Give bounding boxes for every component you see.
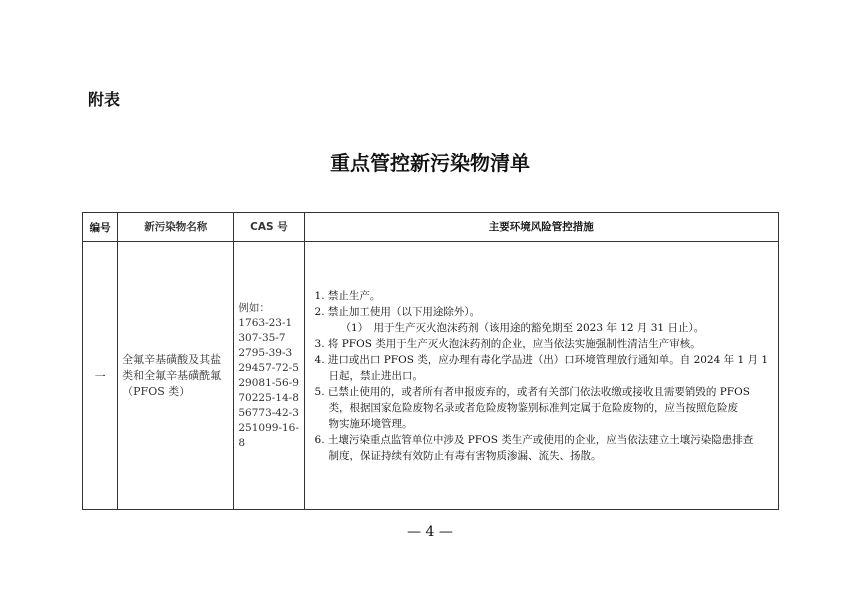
cas-item: 例如： xyxy=(238,301,270,314)
cas-item: 56773-42-3 xyxy=(238,406,299,419)
page-number: — 4 — xyxy=(407,524,453,540)
cas-item: 251099-16-8 xyxy=(238,421,299,449)
cas-item: 29457-72-5 xyxy=(238,361,299,374)
cas-item: 29081-56-9 xyxy=(238,376,299,389)
appendix-label: 附表 xyxy=(88,90,121,109)
measure-4-cont: 日起，禁止进出口。 xyxy=(328,369,424,382)
measure-5: 5. 已禁止使用的，或者所有者申报废弃的，或者有关部门依法收缴或接收且需要销毁的 PFOS xyxy=(314,385,750,398)
measure-6: 6. 土壤污染重点监管单位中涉及 PFOS 类生产或使用的企业，应当依法建立土壤污染隐患排查 xyxy=(314,433,754,446)
table-header-row xyxy=(83,213,779,242)
measure-4: 4. 进口或出口 PFOS 类，应办理有毒化学品进（出）口环境管理放行通知单。自 2024 年 1 月 1 xyxy=(314,353,768,366)
cas-item: 307-35-7 xyxy=(238,331,286,344)
measure-2-1: （1） 用于生产灭火泡沫药剂（该用途的豁免期至 2023 年 12 月 31 日止）。 xyxy=(340,321,705,334)
cas-item: 2795-39-3 xyxy=(238,346,293,359)
cas-item: 70225-14-8 xyxy=(238,391,299,404)
table-row xyxy=(83,242,779,510)
page-title: 重点管控新污染物清单 xyxy=(330,151,530,175)
measure-1: 1. 禁止生产。 xyxy=(314,289,381,302)
measure-5-cont: 物实施环境管理。 xyxy=(328,417,413,430)
pollutant-table xyxy=(82,212,779,510)
header-number: 编号 xyxy=(83,213,118,242)
measure-6-cont: 制度，保证持续有效防止有毒有害物质渗漏、流失、扬散。 xyxy=(328,449,602,462)
cas-item: 1763-23-1 xyxy=(238,316,293,329)
row-number: 一 xyxy=(83,242,118,510)
measure-2: 2. 禁止加工使用（以下用途除外）。 xyxy=(314,305,481,318)
header-cas: CAS 号 xyxy=(234,213,304,242)
header-measures: 主要环境风险管控措施 xyxy=(304,213,778,242)
cas-list xyxy=(234,242,304,510)
header-name: 新污染物名称 xyxy=(118,213,234,242)
measure-5-cont: 类，根据国家危险废物名录或者危险废物鉴别标准判定属于危险废物的，应当按照危险废 xyxy=(328,401,739,414)
pollutant-name: 全氟辛基磺酸及其盐类和全氟辛基磺酰氟（PFOS 类） xyxy=(118,242,234,510)
measure-3: 3. 将 PFOS 类用于生产灭火泡沫药剂的企业，应当依法实施强制性清洁生产审核。 xyxy=(314,337,701,350)
measures-list xyxy=(304,242,778,510)
